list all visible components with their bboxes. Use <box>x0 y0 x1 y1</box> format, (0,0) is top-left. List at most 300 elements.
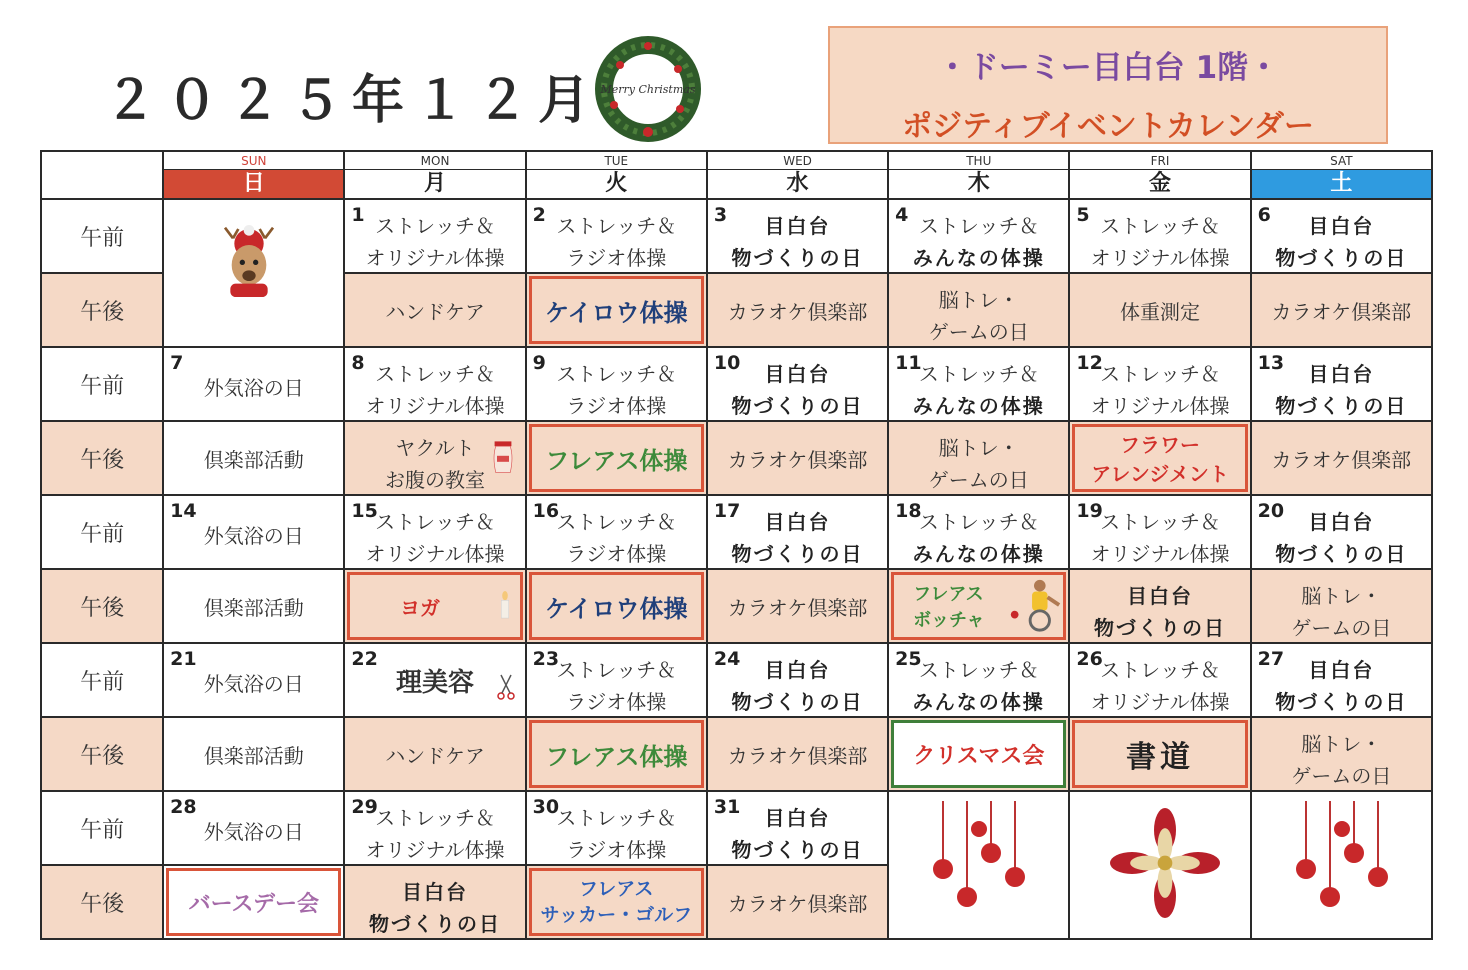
event-label: カラオケ倶楽部 <box>1271 447 1412 472</box>
calendar-cell <box>163 421 344 495</box>
calendar-cell <box>344 865 525 939</box>
day-header-tue <box>526 151 707 199</box>
cell-content <box>164 496 343 568</box>
calendar-cell <box>163 643 344 717</box>
afternoon-label: 午後 <box>41 569 163 643</box>
date-number: 8 <box>351 352 365 374</box>
cell-content <box>527 200 706 272</box>
event-line-1: ストレッチ＆ <box>1100 214 1220 238</box>
calendar-row-week3-am <box>41 495 1432 569</box>
calendar-row-week4-pm <box>41 717 1432 791</box>
calendar-row-week2-am <box>41 347 1432 421</box>
calendar-cell <box>707 273 888 347</box>
date-number: 27 <box>1257 648 1285 670</box>
event-line-1: ストレッチ＆ <box>918 658 1039 682</box>
calendar-cell <box>1251 421 1432 495</box>
day-header-mon <box>344 151 525 199</box>
calendar-cell <box>344 643 525 717</box>
event-line-1: 目白台 <box>1308 214 1375 238</box>
event-line-2: ラジオ体操 <box>566 542 667 566</box>
event-line-2: ラジオ体操 <box>566 246 667 270</box>
cell-content <box>708 274 887 346</box>
event-line-2: オリジナル体操 <box>1090 542 1230 566</box>
cell-content <box>708 644 887 716</box>
calendar-cell <box>888 569 1069 643</box>
cell-content <box>345 496 524 568</box>
calendar-cell <box>1251 495 1432 569</box>
calendar-cell <box>1251 199 1432 273</box>
banner-facility-name: ・ドーミー目白台 1階・ <box>936 50 1280 86</box>
day-header-en: SAT <box>1330 153 1353 168</box>
cell-content <box>164 718 343 790</box>
cell-content <box>527 866 706 938</box>
calendar-cell <box>1069 643 1250 717</box>
day-header-en: FRI <box>1150 153 1170 168</box>
event-line-2: みんなの体操 <box>912 394 1045 418</box>
calendar-cell <box>1069 347 1250 421</box>
day-header-en: SUN <box>241 153 267 168</box>
calendar-row-week1-am <box>41 199 1432 273</box>
day-header-jp: 日 <box>164 169 343 198</box>
date-number: 12 <box>1076 352 1103 374</box>
morning-label: 午前 <box>41 347 163 421</box>
event-line-2: ゲームの日 <box>928 320 1029 344</box>
event-line-1: ストレッチ＆ <box>1100 658 1220 682</box>
cell-content <box>1252 496 1431 568</box>
event-line-1: 脳トレ・ <box>938 288 1019 312</box>
event-line-1: ストレッチ＆ <box>556 510 677 534</box>
event-label: フレアス ボッチャ <box>913 584 985 631</box>
calendar-cell <box>1069 569 1250 643</box>
event-line-2: 物づくりの日 <box>369 912 502 936</box>
cell-content <box>708 200 887 272</box>
cell-content <box>345 570 524 642</box>
morning-label: 午前 <box>41 643 163 717</box>
calendar-row-week2-pm <box>41 421 1432 495</box>
calendar-cell <box>1069 495 1250 569</box>
event-badge[interactable] <box>529 868 704 936</box>
calendar-cell <box>1251 643 1432 717</box>
event-line-2: オリジナル体操 <box>1090 394 1230 418</box>
date-number: 14 <box>170 500 197 522</box>
event-line-2: 物づくりの日 <box>1275 542 1408 566</box>
calendar-cell <box>344 791 525 865</box>
calendar-cell <box>1069 717 1250 791</box>
calendar-cell <box>163 717 344 791</box>
event-label: ケイロウ体操 <box>545 298 688 327</box>
calendar-row-week3-pm <box>41 569 1432 643</box>
event-label: フレアス体操 <box>545 446 688 475</box>
cell-content <box>527 570 706 642</box>
date-number: 9 <box>532 352 546 374</box>
date-number: 3 <box>713 204 728 226</box>
event-line-1: ストレッチ＆ <box>918 362 1039 386</box>
date-number: 11 <box>895 352 922 374</box>
cell-content <box>345 274 524 346</box>
morning-label: 午前 <box>41 495 163 569</box>
cell-content <box>1070 422 1249 494</box>
event-line-1: 目白台 <box>764 510 831 534</box>
event-label: ケイロウ体操 <box>545 594 688 623</box>
page-title: ２０２５年１２月 <box>104 71 601 131</box>
cell-content <box>1252 570 1431 642</box>
day-header-fri <box>1069 151 1250 199</box>
date-number: 4 <box>895 204 909 226</box>
day-header-jp: 金 <box>1070 169 1249 198</box>
event-calendar-table <box>40 150 1433 940</box>
date-number: 24 <box>713 648 741 670</box>
cell-content <box>889 792 1068 938</box>
event-badge[interactable] <box>1072 720 1247 788</box>
event-line-2: みんなの体操 <box>912 542 1045 566</box>
cell-content <box>708 866 887 938</box>
calendar-cell <box>344 569 525 643</box>
cell-content <box>527 792 706 864</box>
calendar-cell <box>344 717 525 791</box>
date-number: 5 <box>1076 204 1090 226</box>
header-corner <box>41 151 163 199</box>
calendar-cell <box>1251 273 1432 347</box>
ornaments-icon <box>1282 796 1402 926</box>
reindeer-icon <box>209 210 289 320</box>
event-line-1: ストレッチ＆ <box>556 658 677 682</box>
cell-content <box>1070 792 1249 938</box>
event-line-1: ストレッチ＆ <box>556 214 677 238</box>
event-badge[interactable] <box>529 424 704 492</box>
calendar-cell <box>888 791 1069 939</box>
event-line-2: お腹の教室 <box>385 468 486 492</box>
cell-content <box>889 644 1068 716</box>
event-badge[interactable] <box>891 720 1066 788</box>
calendar-cell <box>163 347 344 421</box>
cell-content <box>1252 792 1431 938</box>
event-line-1: 外気浴の日 <box>203 672 304 696</box>
date-number: 18 <box>895 500 922 522</box>
cell-content <box>527 274 706 346</box>
event-line-2: 物づくりの日 <box>1275 690 1408 714</box>
event-line-2: オリジナル体操 <box>1090 246 1230 270</box>
calendar-cell <box>1069 273 1250 347</box>
event-line-2: ゲームの日 <box>928 468 1029 492</box>
date-number: 30 <box>532 796 560 818</box>
date-number: 15 <box>351 500 378 522</box>
cell-content <box>1252 348 1431 420</box>
day-header-en: THU <box>966 153 992 168</box>
scissors-icon <box>491 664 521 710</box>
cell-content <box>164 570 343 642</box>
event-line-2: 物づくりの日 <box>731 246 864 270</box>
day-header-jp: 火 <box>527 169 706 198</box>
day-header-jp: 土 <box>1252 169 1431 198</box>
cell-content <box>527 348 706 420</box>
event-badge[interactable] <box>529 572 704 640</box>
event-line-1: ヤクルト <box>395 436 475 460</box>
event-line-2: オリジナル体操 <box>365 838 505 862</box>
cell-content <box>1252 422 1431 494</box>
cell-content <box>164 348 343 420</box>
date-number: 29 <box>351 796 378 818</box>
event-line-2: 物づくりの日 <box>1275 246 1408 270</box>
event-label: クリスマス会 <box>913 743 1045 769</box>
calendar-cell <box>344 347 525 421</box>
calendar-cell <box>888 273 1069 347</box>
cell-content <box>708 496 887 568</box>
calendar-cell <box>526 495 707 569</box>
calendar-cell <box>344 495 525 569</box>
calendar-cell <box>526 347 707 421</box>
event-line-1: 目白台 <box>1308 658 1375 682</box>
date-number: 28 <box>170 796 197 818</box>
cell-content <box>889 570 1068 642</box>
cell-content <box>889 422 1068 494</box>
poinsettia-icon <box>1110 808 1220 918</box>
calendar-cell <box>707 199 888 273</box>
cell-content <box>345 866 524 938</box>
event-line-1: 目白台 <box>764 362 831 386</box>
cell-content <box>164 200 343 346</box>
event-line-1: 目白台 <box>1127 584 1194 608</box>
event-line-2: 物づくりの日 <box>1094 616 1227 640</box>
morning-label: 午前 <box>41 791 163 865</box>
event-label: カラオケ倶楽部 <box>727 447 868 472</box>
event-line-1: ストレッチ＆ <box>918 214 1039 238</box>
cell-content <box>345 792 524 864</box>
calendar-cell <box>707 569 888 643</box>
calendar-cell <box>163 495 344 569</box>
cell-content <box>1070 496 1249 568</box>
calendar-cell <box>888 199 1069 273</box>
event-badge[interactable] <box>529 276 704 344</box>
event-label: 倶楽部活動 <box>203 743 304 768</box>
cell-content <box>164 644 343 716</box>
bocce-icon <box>1004 576 1064 634</box>
day-header-en: WED <box>783 153 812 168</box>
calendar-cell <box>1069 199 1250 273</box>
calendar-cell <box>888 421 1069 495</box>
event-line-1: 理美容 <box>396 668 475 698</box>
calendar-cell <box>526 421 707 495</box>
cell-content <box>345 422 524 494</box>
cell-content <box>164 422 343 494</box>
cell-content <box>1252 274 1431 346</box>
cell-content <box>708 718 887 790</box>
event-line-2: みんなの体操 <box>912 246 1045 270</box>
calendar-cell <box>1069 791 1250 939</box>
event-line-2: ゲームの日 <box>1291 764 1392 788</box>
calendar-cell <box>707 717 888 791</box>
calendar-cell <box>526 569 707 643</box>
calendar-cell <box>163 791 344 865</box>
event-line-1: ストレッチ＆ <box>1100 510 1220 534</box>
event-line-2: ラジオ体操 <box>566 838 667 862</box>
day-header-en: TUE <box>604 153 629 168</box>
cell-content <box>1252 200 1431 272</box>
calendar-cell <box>707 421 888 495</box>
cell-content <box>164 792 343 864</box>
event-line-2: ラジオ体操 <box>566 394 667 418</box>
cell-content <box>1070 570 1249 642</box>
calendar-cell <box>163 569 344 643</box>
cell-content <box>708 348 887 420</box>
calendar-cell <box>526 643 707 717</box>
candle-icon <box>491 574 519 636</box>
event-line-1: ストレッチ＆ <box>375 510 495 534</box>
event-label: 体重測定 <box>1120 299 1201 324</box>
cell-content <box>345 644 524 716</box>
day-header-sat <box>1251 151 1432 199</box>
calendar-cell <box>526 273 707 347</box>
event-line-2: 物づくりの日 <box>731 838 864 862</box>
event-label: ヨガ <box>400 595 441 620</box>
event-line-1: 目白台 <box>1308 362 1375 386</box>
day-header-en: MON <box>420 153 450 168</box>
date-number: 19 <box>1076 500 1103 522</box>
cell-content <box>708 792 887 864</box>
date-number: 23 <box>532 648 560 670</box>
cell-content <box>345 718 524 790</box>
event-line-2: 物づくりの日 <box>731 542 864 566</box>
event-label: 倶楽部活動 <box>203 447 304 472</box>
afternoon-label: 午後 <box>41 717 163 791</box>
cell-content <box>1252 718 1431 790</box>
cell-content <box>527 644 706 716</box>
calendar-cell <box>344 421 525 495</box>
date-number: 7 <box>170 352 184 374</box>
date-number: 1 <box>351 204 365 226</box>
event-line-1: ストレッチ＆ <box>375 806 495 830</box>
calendar-cell <box>526 791 707 865</box>
event-line-1: ストレッチ＆ <box>375 214 495 238</box>
calendar-cell <box>1251 717 1432 791</box>
cell-content <box>889 718 1068 790</box>
cell-content <box>345 348 524 420</box>
afternoon-label: 午後 <box>41 273 163 347</box>
calendar-cell <box>526 199 707 273</box>
cell-content <box>527 422 706 494</box>
cell-content <box>345 200 524 272</box>
event-line-2: オリジナル体操 <box>1090 690 1230 714</box>
event-line-1: 外気浴の日 <box>203 820 304 844</box>
event-line-1: 脳トレ・ <box>1301 584 1382 608</box>
event-label: フレアス サッカー・ゴルフ <box>540 878 693 926</box>
event-line-1: 目白台 <box>1308 510 1375 534</box>
event-line-2: 物づくりの日 <box>731 690 864 714</box>
cell-content <box>1070 200 1249 272</box>
calendar-cell <box>1251 791 1432 939</box>
cell-content <box>527 496 706 568</box>
calendar-row-week5-am <box>41 791 1432 865</box>
event-line-1: ストレッチ＆ <box>556 362 677 386</box>
event-line-2: オリジナル体操 <box>365 246 505 270</box>
event-label: 書道 <box>1126 740 1195 775</box>
day-header-wed <box>707 151 888 199</box>
cell-content <box>164 866 343 938</box>
calendar-cell <box>888 495 1069 569</box>
date-number: 17 <box>713 500 741 522</box>
date-number: 31 <box>713 796 741 818</box>
cell-content <box>889 200 1068 272</box>
event-line-1: ストレッチ＆ <box>556 806 677 830</box>
event-badge[interactable] <box>166 868 341 936</box>
date-number: 2 <box>532 204 546 226</box>
calendar-cell <box>707 791 888 865</box>
day-header-jp: 水 <box>708 169 887 198</box>
event-label: ハンドケア <box>385 299 485 324</box>
event-badge[interactable] <box>529 720 704 788</box>
calendar-cell <box>888 347 1069 421</box>
calendar-cell <box>888 717 1069 791</box>
event-line-1: ストレッチ＆ <box>375 362 495 386</box>
day-header-jp: 月 <box>345 169 524 198</box>
ornaments-icon <box>919 796 1039 926</box>
event-line-2: ゲームの日 <box>1291 616 1392 640</box>
day-header-jp: 木 <box>889 169 1068 198</box>
morning-label: 午前 <box>41 199 163 273</box>
event-badge[interactable] <box>1072 424 1247 492</box>
cell-content <box>527 718 706 790</box>
event-label: フラワー アレンジメント <box>1091 433 1229 486</box>
event-line-1: 目白台 <box>764 806 831 830</box>
date-number: 13 <box>1257 352 1285 374</box>
event-label: カラオケ倶楽部 <box>727 595 868 620</box>
date-number: 16 <box>532 500 560 522</box>
event-line-1: 脳トレ・ <box>938 436 1019 460</box>
event-line-1: 外気浴の日 <box>203 376 304 400</box>
cell-content <box>1070 644 1249 716</box>
cell-content <box>889 348 1068 420</box>
event-label: フレアス体操 <box>545 742 688 771</box>
event-line-1: 目白台 <box>764 214 831 238</box>
event-line-1: ストレッチ＆ <box>1100 362 1220 386</box>
cell-content <box>1070 718 1249 790</box>
event-line-2: みんなの体操 <box>912 690 1045 714</box>
event-line-2: ラジオ体操 <box>566 690 667 714</box>
calendar-cell <box>888 643 1069 717</box>
event-line-2: オリジナル体操 <box>365 542 505 566</box>
calendar-cell <box>163 865 344 939</box>
date-number: 22 <box>351 648 378 670</box>
date-number: 26 <box>1076 648 1103 670</box>
cell-content <box>708 422 887 494</box>
date-number: 10 <box>713 352 741 374</box>
calendar-cell <box>1069 421 1250 495</box>
cell-content <box>889 274 1068 346</box>
event-label: バースデー会 <box>188 891 320 917</box>
event-label: カラオケ倶楽部 <box>1271 299 1412 324</box>
calendar-row-week4-am <box>41 643 1432 717</box>
calendar-cell <box>526 865 707 939</box>
day-header-sun <box>163 151 344 199</box>
calendar-cell <box>1251 569 1432 643</box>
event-label: カラオケ倶楽部 <box>727 299 868 324</box>
afternoon-label: 午後 <box>41 421 163 495</box>
calendar-cell <box>344 273 525 347</box>
event-label: 倶楽部活動 <box>203 595 304 620</box>
event-line-2: オリジナル体操 <box>365 394 505 418</box>
banner-calendar-name: ポジティブイベントカレンダー <box>901 109 1315 144</box>
day-header-thu <box>888 151 1069 199</box>
date-number: 20 <box>1257 500 1285 522</box>
event-line-2: 物づくりの日 <box>731 394 864 418</box>
calendar-cell <box>707 495 888 569</box>
event-label: ハンドケア <box>385 743 485 768</box>
event-line-1: 目白台 <box>402 880 469 904</box>
cell-content <box>708 570 887 642</box>
cell-content <box>1070 348 1249 420</box>
event-label: カラオケ倶楽部 <box>727 891 868 916</box>
event-calendar-banner <box>828 26 1388 144</box>
wreath-text: Merry Christmas <box>600 83 696 96</box>
